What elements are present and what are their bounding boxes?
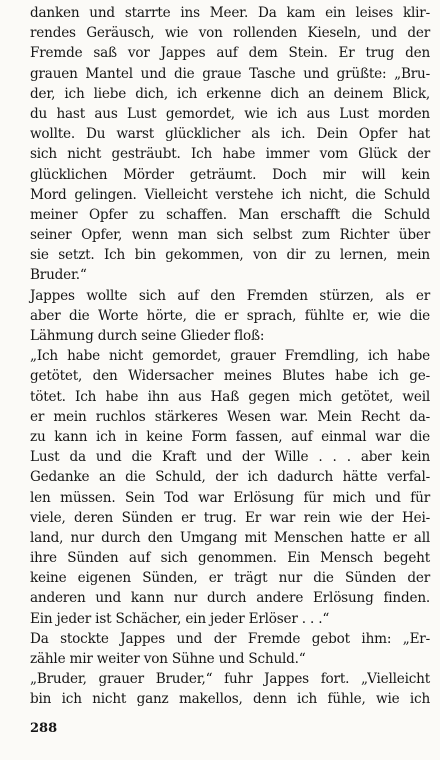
text-line: der, ich liebe dich, ich erkenne dich an deinem Blick, <box>30 85 430 102</box>
text-line: Gedanke an die Schuld, der ich dadurch hätte verfal- <box>30 469 430 486</box>
text-line: ihre Sünden auf sich genommen. Ein Mensch begeht <box>30 550 430 567</box>
text-line: seiner Opfer, wenn man sich selbst zum Richter über <box>30 227 430 244</box>
text-line: sie setzt. Ich bin gekommen, von dir zu lernen, mein <box>30 247 430 264</box>
body-text <box>30 3 430 710</box>
text-line: grauen Mantel und die graue Tasche und grüßte: „Bru- <box>30 65 430 82</box>
text-line: Mord gelingen. Vielleicht verstehe ich nicht, die Schuld <box>30 186 430 203</box>
text-line: tötet. Ich habe ihn aus Haß gegen mich getötet, weil <box>30 388 430 405</box>
text-line: meiner Opfer zu schaffen. Man erschafft die Schuld <box>30 206 430 223</box>
text-line: Bruder.“ <box>30 267 87 284</box>
text-line: Fremde saß vor Jappes auf dem Stein. Er trug den <box>30 45 430 62</box>
text-line: „Bruder, grauer Bruder,“ fuhr Jappes fort. „Vielleicht <box>30 671 430 688</box>
text-line: viele, deren Sünden er trug. Er war rein wie der Hei- <box>30 509 430 526</box>
text-line: glücklichen Mörder geträumt. Doch mir will kein <box>30 166 430 183</box>
text-line: getötet, den Widersacher meines Blutes habe ich ge- <box>30 368 430 385</box>
text-line: Jappes wollte sich auf den Fremden stürzen, als er <box>30 287 430 304</box>
text-line: Ein jeder ist Schächer, ein jeder Erlöser . . .“ <box>30 610 330 627</box>
text-line: Lust da und die Kraft und der Wille . . . aber kein <box>30 449 430 466</box>
text-line: land, nur durch den Umgang mit Menschen hatte er all <box>30 529 430 546</box>
text-line: wollte. Du warst glücklicher als ich. Dein Opfer hat <box>30 126 430 143</box>
text-line: aber die Worte hörte, die er sprach, fühlte er, wie die <box>30 307 430 324</box>
text-line: rendes Geräusch, wie von rollenden Kieseln, und der <box>30 25 430 42</box>
text-line: keine eigenen Sünden, er trägt nur die Sünden der <box>30 570 430 587</box>
text-line: len müssen. Sein Tod war Erlösung für mich und für <box>30 489 430 506</box>
text-line: Lähmung durch seine Glieder floß: <box>30 328 265 344</box>
page-number: 288 <box>30 721 58 736</box>
text-line: „Ich habe nicht gemordet, grauer Fremdling, ich habe <box>30 348 430 365</box>
text-line: sich nicht gesträubt. Ich habe immer vom Glück der <box>30 146 430 163</box>
text-line: er mein ruchlos stärkeres Wesen war. Mein Recht da- <box>30 408 430 425</box>
text-line: zähle mir weiter von Sühne und Schuld.“ <box>30 651 306 667</box>
text-line: Da stockte Jappes und der Fremde gebot ihm: „Er- <box>30 630 430 647</box>
text-line: danken und starrte ins Meer. Da kam ein leises klir- <box>30 5 430 21</box>
text-line: du hast aus Lust gemordet, wie ich aus Lust morden <box>30 105 430 122</box>
text-line: anderen und kann nur durch andere Erlösung finden. <box>30 590 430 607</box>
text-line: zu kann ich in keine Form fassen, auf einmal war die <box>30 428 430 445</box>
text-line: bin ich nicht ganz makellos, denn ich fühle, wie ich <box>30 691 430 708</box>
